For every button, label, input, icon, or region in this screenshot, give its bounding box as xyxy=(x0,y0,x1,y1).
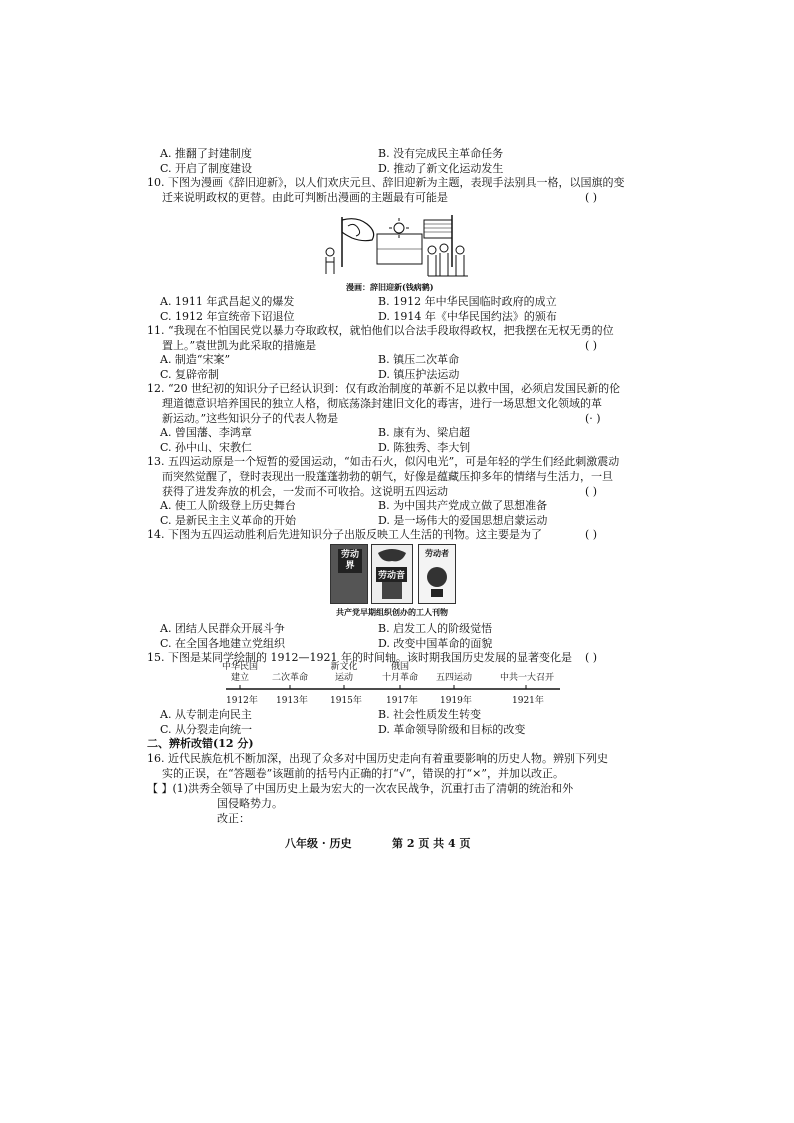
q15-option-a: A. 从专制走向民主 xyxy=(160,708,252,721)
footer-page-number: 第 2 页 共 4 页 xyxy=(392,837,471,850)
timeline-event-label: 俄国 十月革命 xyxy=(381,662,418,683)
q10-option-b: B. 1912 年中华民国临时政府的成立 xyxy=(378,295,557,308)
timeline-year-label: 1917年 xyxy=(386,696,418,706)
q12-stem-line2: 理道德意识培养国民的独立人格，彻底荡涤封建旧文化的毒害，进行一场思想文化领域的革 xyxy=(162,397,602,410)
section-heading-2: 二、辨析改错(12 分) xyxy=(147,737,254,750)
q16-item1-line1: 【 】(1)洪秀全领导了中国历史上最为宏大的一次农民战争，沉重打击了清朝的统治和外 xyxy=(147,782,574,795)
q14-answer-paren: ( ) xyxy=(585,528,598,541)
q13-option-a: A. 使工人阶级登上历史舞台 xyxy=(160,499,296,512)
timeline-event-label: 二次革命 xyxy=(271,673,308,683)
q14-option-d: D. 改变中国革命的面貌 xyxy=(378,637,493,650)
option-d: D. 推动了新文化运动发生 xyxy=(378,162,504,175)
timeline-event-label: 新文化 运动 xyxy=(330,662,358,683)
q16-item1-line2: 国侵略势力。 xyxy=(217,797,283,810)
q16-correction-label: 改正： xyxy=(217,812,250,825)
q13-option-d: D. 是一场伟大的爱国思想启蒙运动 xyxy=(378,514,548,527)
timeline-year-label: 1913年 xyxy=(276,696,308,706)
q14-figure-caption: 共产党早期组织创办的工人刊物 xyxy=(336,607,448,617)
q10-option-a: A. 1911 年武昌起义的爆发 xyxy=(160,295,295,308)
q11-option-d: D. 镇压护法运动 xyxy=(378,368,460,381)
option-c: C. 开启了制度建设 xyxy=(160,162,253,175)
q15-answer-paren: ( ) xyxy=(585,651,598,664)
magazine-title-1: 劳动界 xyxy=(338,549,362,573)
q12-option-b: B. 康有为、梁启超 xyxy=(378,426,471,439)
q10-answer-paren: ( ) xyxy=(585,191,598,204)
q13-stem-line3: 获得了进发奔放的机会，一发而不可收拾。这说明五四运动 xyxy=(162,485,448,498)
q10-option-d: D. 1914 年《中华民国约法》的颁布 xyxy=(378,310,557,323)
q15-timeline xyxy=(222,662,562,708)
q10-option-c: C. 1912 年宣统帝下诏退位 xyxy=(160,310,295,323)
q14-option-b: B. 启发工人的阶级觉悟 xyxy=(378,622,493,635)
q13-answer-paren: ( ) xyxy=(585,485,598,498)
q16-stem-line2: 实的正误，在“答题卷”该题前的括号内正确的打“√”，错误的打“×”，并加以改正。 xyxy=(162,767,564,780)
q12-answer-paren: (· ) xyxy=(585,412,601,425)
q15-option-d: D. 革命领导阶级和目标的改变 xyxy=(378,723,526,736)
q10-stem-line2: 迁来说明政权的更替。由此可判断出漫画的主题最有可能是 xyxy=(162,191,448,204)
magazine-title-3: 劳动者 xyxy=(425,548,449,558)
q13-option-b: B. 为中国共产党成立做了思想准备 xyxy=(378,499,548,512)
q10-stem-line1: 10. 下图为漫画《辞旧迎新》，以人们欢庆元旦、辞旧迎新为主题，表现手法别具一格，以国旗的变 xyxy=(147,176,625,189)
q12-stem-line3: 新运动。”这些知识分子的代表人物是 xyxy=(162,412,339,425)
q13-stem-line2: 而突然觉醒了，登时表现出一股蓬蓬勃勃的朝气，好像是蕴藏压抑多年的情绪与生活力，一旦 xyxy=(162,470,613,483)
timeline-event-label: 中华民国 建立 xyxy=(221,662,258,683)
q10-cartoon xyxy=(322,212,472,280)
magazine-title-2: 劳动音 xyxy=(376,567,407,582)
q15-option-c: C. 从分裂走向统一 xyxy=(160,723,253,736)
q11-stem-line1: 11. “我现在不怕国民党以暴力夺取政权，就怕他们以合法手段取得政权，把我摆在无权无勇的位 xyxy=(147,324,614,337)
q11-option-c: C. 复辟帝制 xyxy=(160,368,220,381)
timeline-year-label: 1919年 xyxy=(440,696,472,706)
q12-option-d: D. 陈独秀、李大钊 xyxy=(378,441,471,454)
timeline-event-label: 五四运动 xyxy=(435,673,472,683)
timeline-year-label: 1912年 xyxy=(226,696,258,706)
option-a: A. 推翻了封建制度 xyxy=(160,147,252,160)
q10-cartoon-caption: 漫画：辞旧迎新(钱病鹤) xyxy=(346,282,434,292)
q13-option-c: C. 是新民主主义革命的开始 xyxy=(160,514,297,527)
q11-stem-line2: 置上。”袁世凯为此采取的措施是 xyxy=(162,339,317,352)
q13-stem-line1: 13. 五四运动原是一个短暂的爱国运动，“如击石火，似闪电光”，可是年轻的学生们经此刺激震动 xyxy=(147,455,620,468)
q14-option-a: A. 团结人民群众开展斗争 xyxy=(160,622,285,635)
q11-answer-paren: ( ) xyxy=(585,339,598,352)
magazine-cover-3 xyxy=(418,544,456,604)
footer-subject: 八年级 · 历史 xyxy=(285,837,352,850)
magazine-cover-1 xyxy=(330,544,368,604)
q15-stem-line1: 15. 下图是某同学绘制的 1912—1921 年的时间轴。该时期我国历史发展的显著变化是 xyxy=(147,651,572,664)
q11-option-b: B. 镇压二次革命 xyxy=(378,353,460,366)
q12-stem-line1: 12. “20 世纪初的知识分子已经认识到：仅有政治制度的革新不足以救中国，必须启发国民新的伦 xyxy=(147,382,621,395)
timeline-year-label: 1915年 xyxy=(330,696,362,706)
option-b: B. 没有完成民主革命任务 xyxy=(378,147,504,160)
q14-stem-line1: 14. 下图为五四运动胜利后先进知识分子出版反映工人生活的刊物。这主要是为了 xyxy=(147,528,542,541)
q15-option-b: B. 社会性质发生转变 xyxy=(378,708,482,721)
q12-option-a: A. 曾国藩、李鸿章 xyxy=(160,426,252,439)
q12-option-c: C. 孙中山、宋教仁 xyxy=(160,441,253,454)
q14-option-c: C. 在全国各地建立党组织 xyxy=(160,637,286,650)
q11-option-a: A. 制造“宋案” xyxy=(160,353,231,366)
magazine-cover-2 xyxy=(371,544,413,604)
timeline-event-label: 中共一大召开 xyxy=(500,673,555,683)
q16-stem-line1: 16. 近代民族危机不断加深，出现了众多对中国历史走向有着重要影响的历史人物。辨别下列史 xyxy=(147,752,608,765)
timeline-year-label: 1921年 xyxy=(512,696,544,706)
